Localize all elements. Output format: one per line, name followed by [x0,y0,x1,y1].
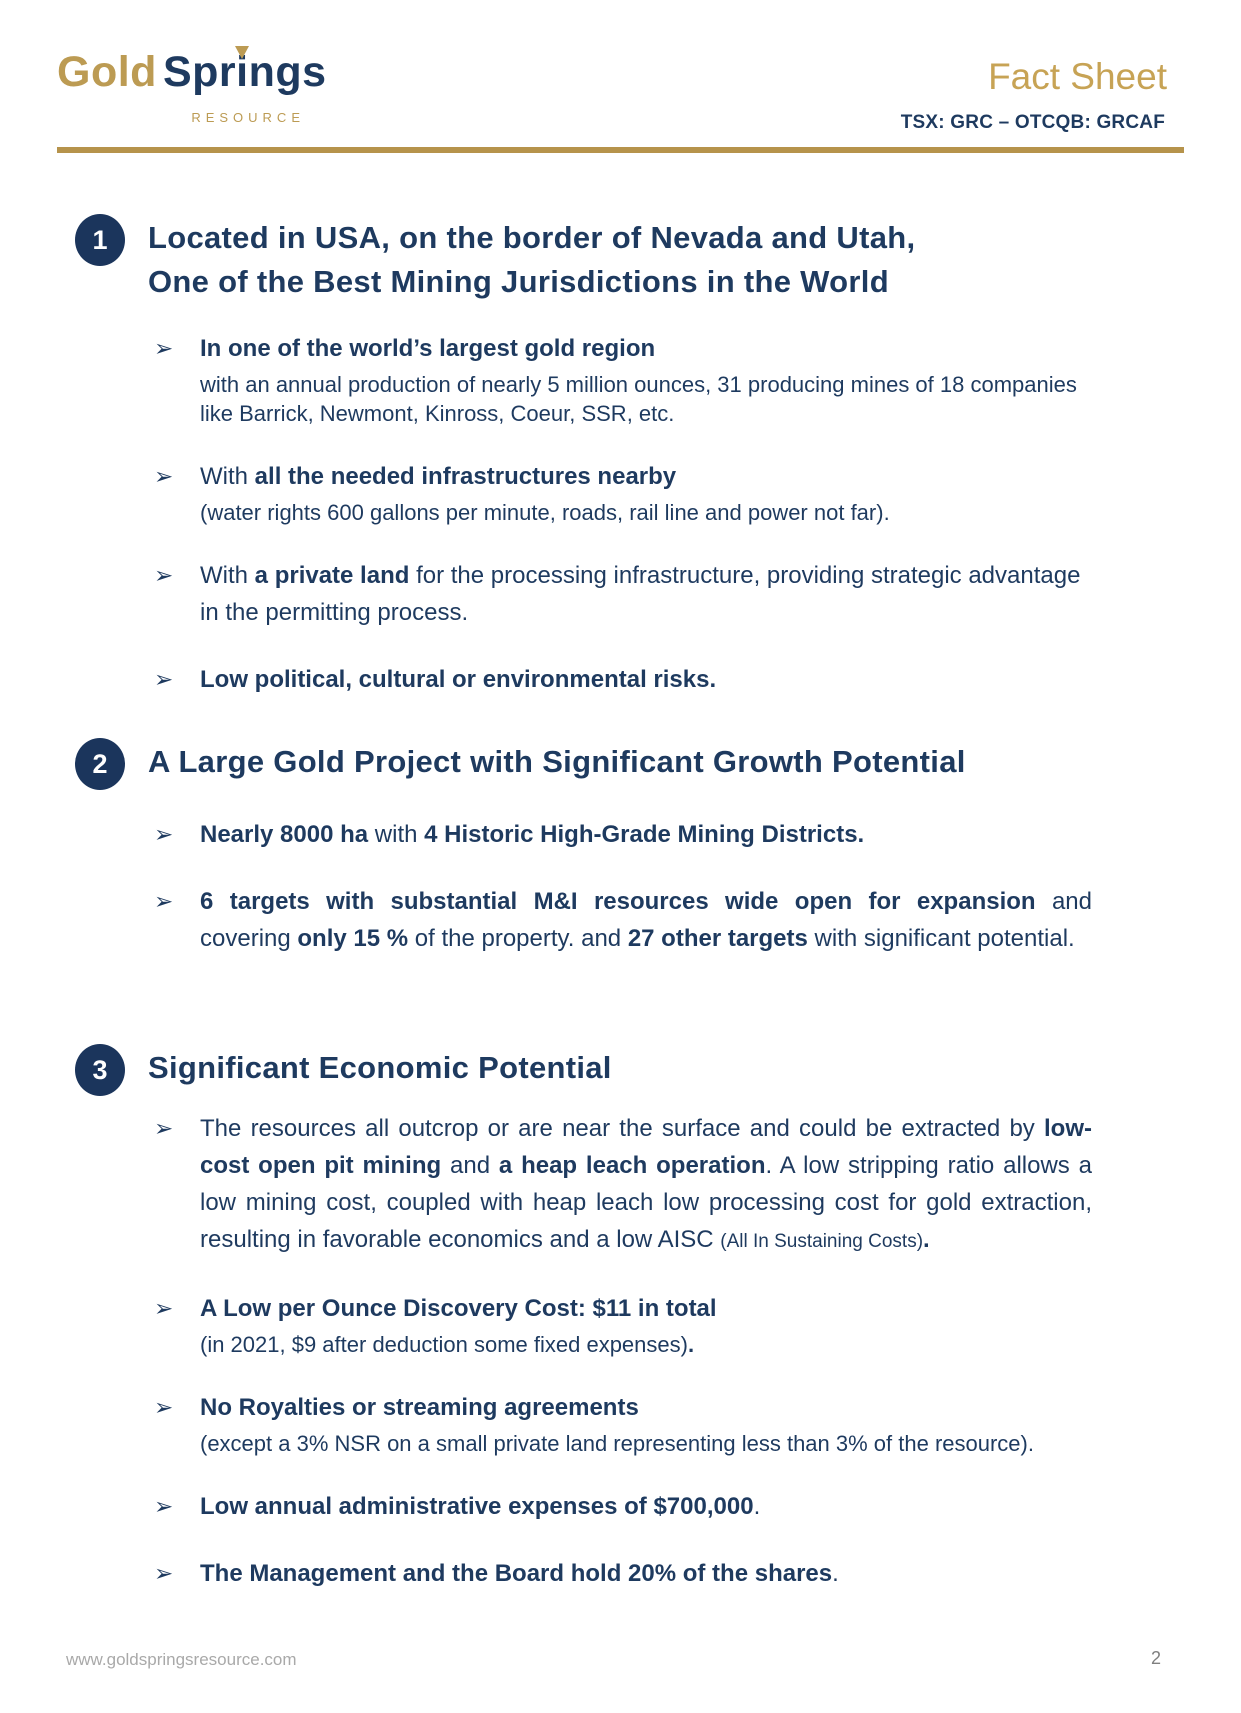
bullet-arrow-icon: ➢ [154,1295,174,1321]
text-segment: all the needed infrastructures nearby [254,463,677,490]
header-divider [57,147,1184,153]
logo [57,48,327,125]
bullet-text [200,1110,1092,1260]
text-segment: . [687,1332,695,1357]
section-3 [57,1044,1184,1592]
bullet-arrow-icon: ➢ [154,888,174,914]
logo-triangle-icon [235,46,249,59]
bullet-main-text [200,1110,1092,1260]
bullet-arrow-icon: ➢ [154,335,174,361]
text-segment: The Management and the Board hold 20% of the shares [200,1560,833,1587]
logo-wordmark [57,48,327,96]
text-segment: 4 Historic High-Grade Mining Districts. [424,821,865,848]
bullet-item [148,330,1184,428]
text-segment: Nearly 8000 ha [200,821,369,848]
bullet-sub-text [200,498,1092,527]
text-segment: (except a 3% NSR on a small private land representing less than 3% of the resource). [200,1431,1034,1456]
bullet-item [148,557,1184,631]
bullet-item [148,1290,1184,1359]
text-segment: . [923,1226,930,1253]
text-segment: and [441,1152,499,1179]
bullet-main-text [200,330,1092,367]
bullet-item [148,661,1184,698]
text-segment: 27 other targets [627,925,808,952]
bullet-item [148,1488,1184,1525]
section-heading-line: Located in USA, on the border of Nevada and Utah, [148,220,916,255]
text-segment: With [200,463,255,490]
bullet-sub-text [200,1429,1092,1458]
text-segment: In one of the world’s largest gold region [200,335,656,362]
text-segment: . [753,1493,761,1520]
text-segment: of the property. and [408,925,628,952]
section-header [57,1044,1184,1096]
bullet-arrow-icon: ➢ [154,1115,174,1141]
bullet-text [200,883,1092,957]
section-heading [148,214,915,304]
text-segment: No Royalties or streaming agreements [200,1394,639,1421]
page-number: 2 [1150,1648,1161,1668]
bullet-text [200,557,1092,631]
bullet-text [200,1389,1092,1458]
text-segment: low-cost open pit mining [200,1115,1092,1179]
text-segment: with [368,821,425,848]
bullet-arrow-icon: ➢ [154,562,174,588]
bullet-main-text [200,458,1092,495]
section-number-badge: 3 [75,1044,125,1096]
bullet-text [200,1290,1092,1359]
text-segment: The resources all outcrop or are near the surface and could be extracted by [200,1115,1044,1142]
section-header [57,738,1184,790]
section-1 [57,214,1184,698]
section-header [57,214,1184,304]
bullet-text [200,816,1092,853]
text-segment: (in 2021, $9 after deduction some fixed expenses) [200,1332,688,1357]
bullet-main-text [200,1389,1092,1426]
bullet-arrow-icon: ➢ [154,463,174,489]
text-segment: only 15 % [297,925,409,952]
text-segment: Low political, cultural or environmental risks. [200,666,717,693]
section-number-badge: 1 [75,214,125,266]
bullet-item [148,1389,1184,1458]
bullet-arrow-icon: ➢ [154,1493,174,1519]
section-heading [148,1044,612,1090]
bullet-sub-text [200,1330,1092,1359]
bullet-arrow-icon: ➢ [154,666,174,692]
text-segment: (All In Sustaining Costs) [720,1231,924,1252]
bullet-text [200,1488,1092,1525]
text-segment: With [200,562,255,589]
bullet-list [148,816,1184,957]
bullet-main-text [200,1290,1092,1327]
bullet-main-text [200,661,1092,698]
logo-tagline: RESOURCE [191,110,305,125]
bullet-main-text [200,557,1092,631]
bullet-text [200,458,1092,527]
ticker-line: TSX: GRC – OTCQB: GRCAF [900,112,1165,133]
text-segment: for the processing infrastructure, providing strategic advantage in the permitting process. [200,562,1081,626]
text-segment: a heap leach operation [498,1152,766,1179]
bullet-arrow-icon: ➢ [154,1394,174,1420]
text-segment: A Low per Ounce Discovery Cost: $11 in total [200,1295,717,1322]
text-segment: with significant potential. [807,925,1075,952]
text-segment: 6 targets with substantial M&I resources wide open for expansion [200,888,1036,915]
section-2 [57,738,1184,957]
logo-word-gold: Gold [57,48,157,96]
bullet-item [148,1555,1184,1592]
text-segment: and covering [200,888,1092,952]
bullet-arrow-icon: ➢ [154,1560,174,1586]
logo-word-navy: Springs [162,48,327,96]
bullet-main-text [200,816,1092,853]
section-heading [148,738,966,784]
section-number-badge: 2 [75,738,125,790]
text-segment: a private land [254,562,410,589]
bullet-arrow-icon: ➢ [154,821,174,847]
bullet-main-text [200,1488,1092,1525]
section-heading-line: A Large Gold Project with Significant Growth Potential [148,744,966,779]
bullet-main-text [200,1555,1092,1592]
text-segment: (water rights 600 gallons per minute, roads, rail line and power not far). [200,500,890,525]
bullet-item [148,883,1184,957]
bullet-item [148,1110,1184,1260]
bullet-main-text [200,883,1092,957]
footer-url-link[interactable]: www.goldspringsresource.com [66,1650,297,1669]
bullet-item [148,816,1184,853]
text-segment: Low annual administrative expenses of $700,000 [200,1493,754,1520]
page-title: Fact Sheet [988,56,1167,97]
text-segment: with an annual production of nearly 5 million ounces, 31 producing mines of 18 companies like Barrick, Newmont, Kinross, Coeur, SSR, etc. [200,372,1077,426]
bullet-text [200,1555,1092,1592]
bullet-item [148,458,1184,527]
bullet-list [148,330,1184,698]
bullet-list [148,1110,1184,1592]
section-heading-line: Significant Economic Potential [148,1050,612,1085]
text-segment: . A low stripping ratio allows a low mining cost, coupled with heap leach low processing cost for gold extraction, resulting in favorable economics and a low AISC [200,1152,1092,1253]
text-segment: . [832,1560,839,1587]
bullet-text [200,330,1092,428]
bullet-sub-text [200,370,1092,428]
bullet-text [200,661,1092,698]
section-heading-line: One of the Best Mining Jurisdictions in the World [148,264,889,299]
